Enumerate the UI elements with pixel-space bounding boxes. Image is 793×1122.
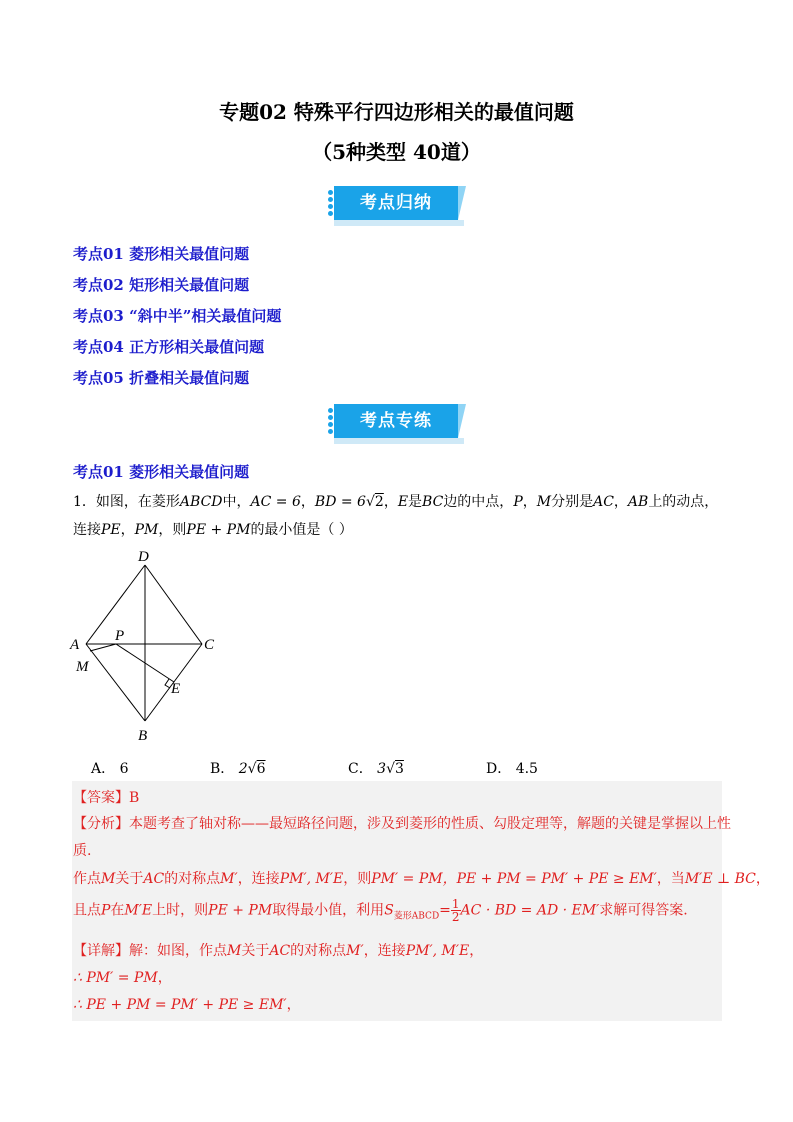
- option-a[interactable]: A． 6: [91, 761, 129, 777]
- question-line-2: 连接PE，PM，则PE + PM的最小值是（ ）: [73, 522, 353, 538]
- option-c[interactable]: C． 3√3: [348, 761, 404, 777]
- toc-item[interactable]: 考点03 “斜中半”相关最值问题: [73, 307, 282, 325]
- question-line-1: 1．如图，在菱形ABCD中，AC = 6，BD = 6√2，E是BC边的中点，P，M分别是AC，AB上的动点，: [73, 494, 719, 510]
- edge-ab: [86, 644, 145, 721]
- segment-mp: [90, 644, 116, 651]
- summary-banner: [328, 186, 466, 226]
- toc-item[interactable]: 考点05 折叠相关最值问题: [73, 369, 250, 387]
- section-heading: 考点01 菱形相关最值问题: [73, 463, 250, 481]
- label-c: C: [204, 637, 215, 653]
- label-a: A: [70, 637, 80, 653]
- analysis-line-1: 【分析】本题考查了轴对称——最短路径问题，涉及到菱形的性质、勾股定理等，解题的关键是掌握以上性: [73, 816, 731, 832]
- toc-item[interactable]: 考点01 菱形相关最值问题: [73, 245, 250, 263]
- analysis-line-2: 质.: [73, 843, 92, 859]
- page-subtitle: （5种类型 40道）: [312, 140, 481, 164]
- option-b[interactable]: B． 2√6: [210, 761, 266, 777]
- detail-line-3: ∴ PE + PM = PM′ + PE ≥ EM′，: [73, 997, 301, 1013]
- option-d[interactable]: D． 4.5: [486, 761, 538, 777]
- analysis-line-4: 且点P在M′E上时，则PE + PM取得最小值，利用$S_{菱形ABCD}=$ $\frac{1}{2}$ AC · BD = AD · EM′求解可得答案.: [73, 897, 688, 924]
- analysis-line-3: 作点M关于AC的对称点M′，连接PM′, M′E，则PM′ = PM，PE + PM = PM′ + PE ≥ EM′，当M′E ⊥ BC，: [73, 871, 770, 887]
- edge-dc: [145, 565, 202, 644]
- label-d: D: [138, 549, 149, 565]
- right-angle-mark: [165, 679, 170, 688]
- answer-line: 【答案】B: [73, 790, 140, 806]
- label-p: P: [115, 628, 125, 644]
- label-m: M: [76, 659, 89, 675]
- practice-banner-label: 考点专练: [360, 411, 432, 431]
- label-b: B: [138, 728, 148, 744]
- toc-item[interactable]: 考点04 正方形相关最值问题: [73, 338, 265, 356]
- summary-banner-label: 考点归纳: [360, 193, 432, 213]
- practice-banner: [328, 404, 466, 444]
- detail-line-2: ∴ PM′ = PM，: [73, 970, 172, 986]
- label-e: E: [171, 681, 181, 697]
- detail-line-1: 【详解】解：如图，作点M关于AC的对称点M′，连接PM′, M′E，: [73, 943, 484, 959]
- page-title: 专题02 特殊平行四边形相关的最值问题: [219, 100, 574, 124]
- rhombus-figure: [68, 547, 228, 747]
- toc-item[interactable]: 考点02 矩形相关最值问题: [73, 276, 250, 294]
